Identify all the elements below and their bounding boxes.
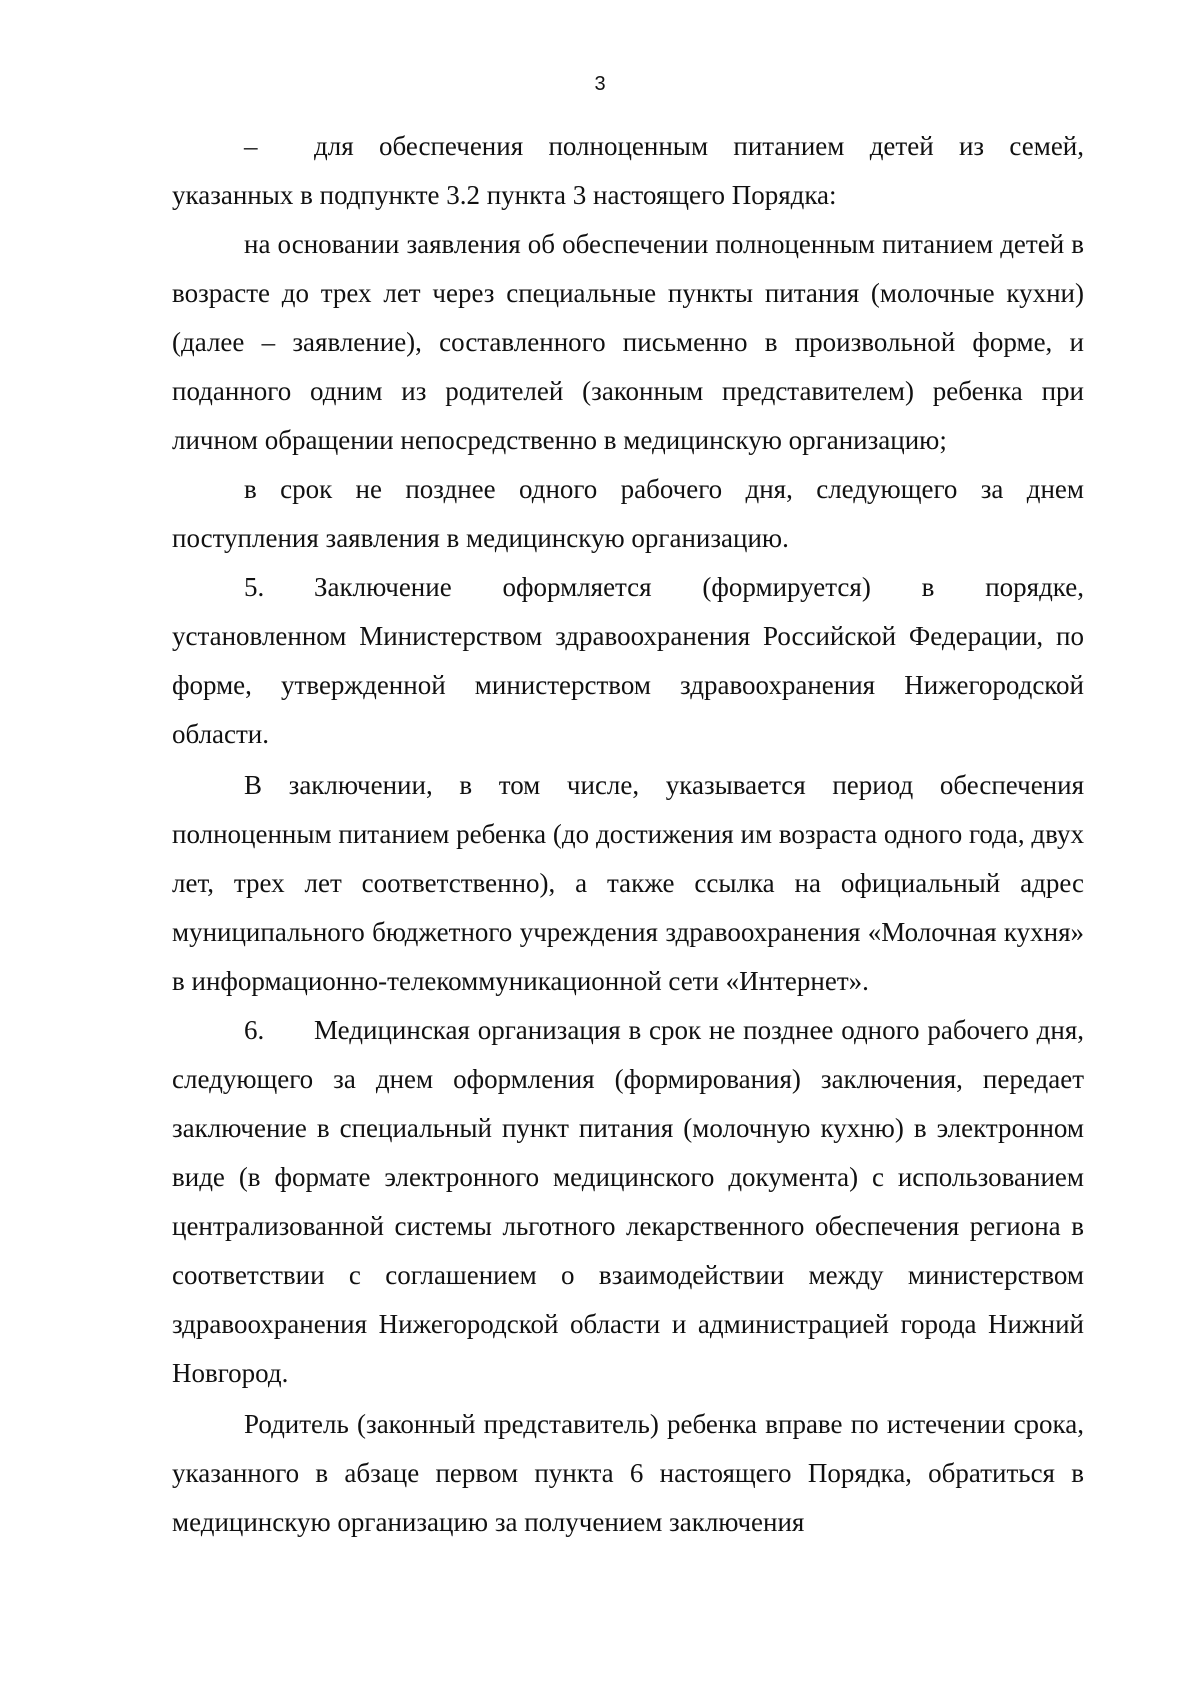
paragraph-text: для обеспечения полноценным питанием детей из семей, указанных в подпункте 3.2 пункта 3 настоящего Порядка: <box>172 131 1084 210</box>
paragraph <box>172 1400 1084 1547</box>
paragraph <box>172 761 1084 1006</box>
paragraph-text: Родитель (законный представитель) ребенка вправе по истечении срока, указанного в абзаце первом пункта 6 настоящего Порядка, обратиться в медицинскую организацию за получением заключения <box>172 1409 1084 1537</box>
paragraph <box>172 465 1084 563</box>
paragraph-text: Заключение оформляется (формируется) в порядке, установленном Министерством здравоохранения Российской Федерации, по форме, утвержденной министерством здравоохранения Нижегородской области. <box>172 572 1084 749</box>
paragraph <box>172 220 1084 465</box>
paragraph-number: 6. <box>244 1015 265 1045</box>
paragraph-text: Медицинская организация в срок не позднее одного рабочего дня, следующего за днем оформления (формирования) заключения, передает заключение в специальный пункт питания (молочную кухню) в электронном виде (в формате электронного медицинского документа) с использованием централизованной системы льготного лекарственного обеспечения региона в соответствии с соглашением о взаимодействии между министерством здравоохранения Нижегородской области и администрацией города Нижний Новгород. <box>172 1015 1084 1388</box>
paragraph-text: на основании заявления об обеспечении полноценным питанием детей в возрасте до трех лет через специальные пункты питания (молочные кухни) (далее – заявление), составленного письменно в произвольной форме, и поданного одним из родителей (законным представителем) ребенка при личном обращении непосредственно в медицинскую организацию; <box>172 229 1084 455</box>
numbered-paragraph-6 <box>172 1006 1084 1398</box>
paragraph-list-item <box>172 122 1084 220</box>
paragraph-number: 5. <box>244 572 265 602</box>
paragraph-text: в срок не позднее одного рабочего дня, следующего за днем поступления заявления в медицинскую организацию. <box>172 474 1084 553</box>
page-number: 3 <box>594 73 606 95</box>
paragraph-text: В заключении, в том числе, указывается период обеспечения полноценным питанием ребенка (до достижения им возраста одного года, двух лет, трех лет соответственно), а также ссылка на официальный адрес муниципального бюджетного учреждения здравоохранения «Молочная кухня» в информационно-телекоммуникационной сети «Интернет». <box>172 770 1084 996</box>
list-dash: – <box>244 131 258 161</box>
numbered-paragraph-5 <box>172 563 1084 759</box>
document-body <box>172 122 1084 1547</box>
